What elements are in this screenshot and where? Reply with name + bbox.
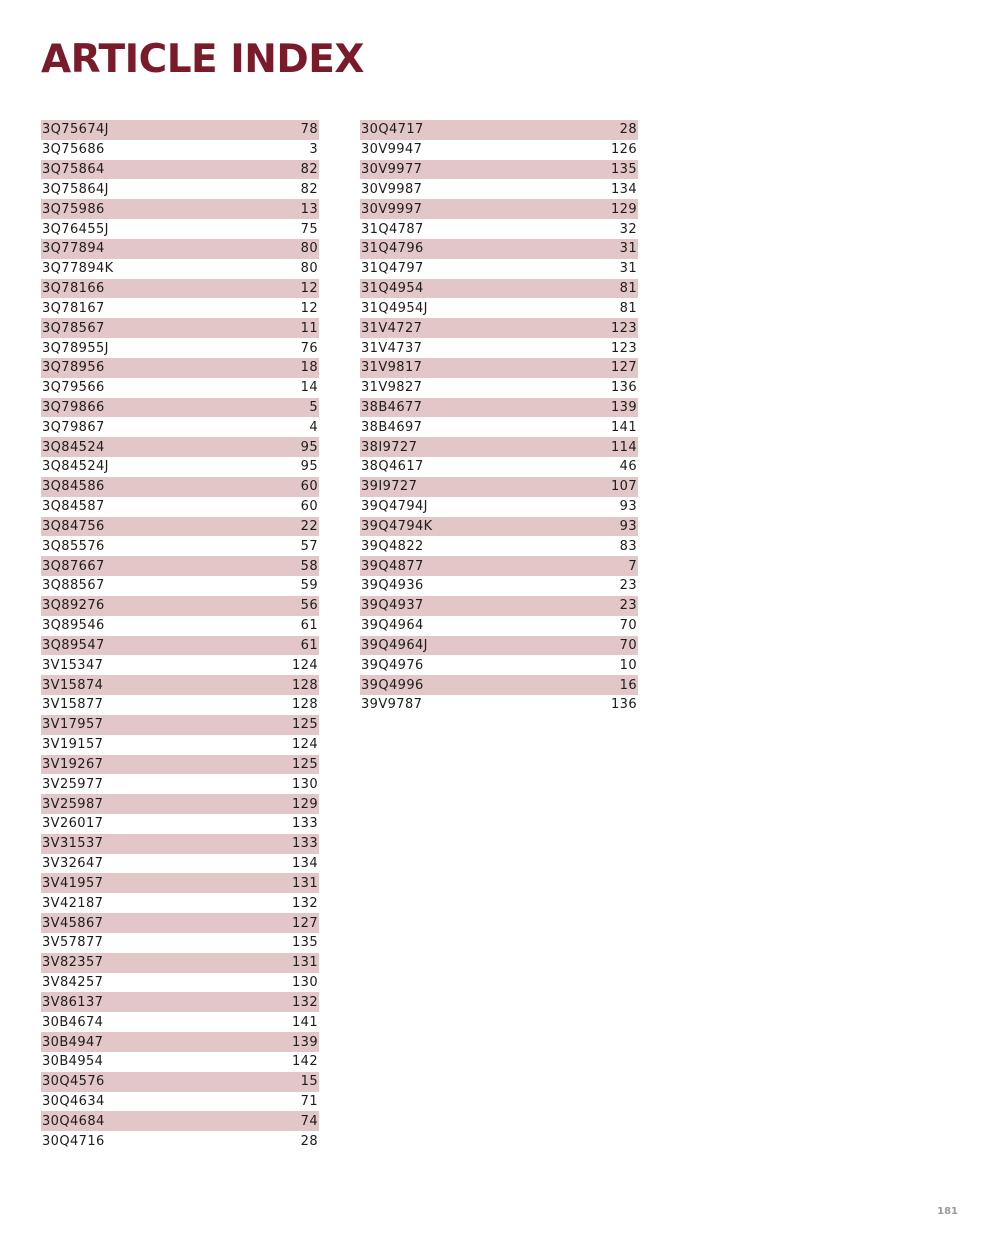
article-code: 3Q79566 — [42, 380, 105, 396]
index-row — [41, 1131, 319, 1151]
page-reference: 4 — [309, 419, 318, 435]
index-row — [41, 160, 319, 180]
page-reference: 124 — [291, 657, 318, 673]
article-code: 3V41957 — [42, 875, 104, 891]
index-row — [41, 398, 319, 418]
article-code: 3V57877 — [42, 935, 104, 951]
article-code: 30V9947 — [361, 142, 423, 158]
page-reference: 95 — [300, 459, 318, 475]
page-reference: 59 — [300, 578, 318, 594]
index-row — [360, 596, 638, 616]
page-reference: 31 — [619, 241, 637, 257]
page-reference: 124 — [291, 737, 318, 753]
page-reference: 136 — [610, 380, 637, 396]
article-code: 31Q4796 — [361, 241, 424, 257]
index-row — [41, 992, 319, 1012]
index-row — [360, 556, 638, 576]
article-code: 30V9987 — [361, 181, 423, 197]
index-row — [41, 239, 319, 259]
index-row — [41, 695, 319, 715]
article-code: 39Q4822 — [361, 538, 424, 554]
index-column-left — [41, 120, 319, 1151]
index-row — [41, 774, 319, 794]
article-code: 39V9787 — [361, 697, 423, 713]
index-row — [360, 239, 638, 259]
page-reference: 129 — [610, 201, 637, 217]
article-code: 3V82357 — [42, 955, 104, 971]
page-reference: 139 — [291, 1034, 318, 1050]
index-row — [41, 735, 319, 755]
index-row — [41, 1012, 319, 1032]
article-code: 30V9977 — [361, 162, 423, 178]
article-code: 3Q84756 — [42, 518, 105, 534]
page-reference: 74 — [300, 1113, 318, 1129]
article-code: 3V25977 — [42, 776, 104, 792]
page-reference: 61 — [300, 618, 318, 634]
page-reference: 15 — [300, 1074, 318, 1090]
page-reference: 130 — [291, 975, 318, 991]
article-code: 3V86137 — [42, 994, 104, 1010]
article-code: 3Q84587 — [42, 499, 105, 515]
article-code: 3V17957 — [42, 717, 104, 733]
article-code: 31Q4787 — [361, 221, 424, 237]
page-reference: 141 — [610, 419, 637, 435]
page-reference: 5 — [309, 400, 318, 415]
page-reference: 46 — [619, 459, 637, 475]
article-code: 3V45867 — [42, 915, 104, 931]
article-code: 3V19267 — [42, 756, 104, 772]
page-title: ARTICLE INDEX — [41, 37, 365, 82]
page-reference: 132 — [291, 895, 318, 911]
index-row — [360, 417, 638, 437]
article-code: 30Q4716 — [42, 1133, 105, 1149]
index-row — [360, 160, 638, 180]
index-row — [41, 219, 319, 239]
article-code: 3Q75674J — [42, 122, 109, 138]
page-reference: 129 — [291, 796, 318, 812]
article-code: 31Q4954 — [361, 281, 424, 297]
page-reference: 11 — [300, 320, 318, 336]
article-code: 3Q85576 — [42, 538, 105, 554]
article-code: 30B4954 — [42, 1054, 104, 1070]
index-row — [360, 636, 638, 656]
index-row — [41, 675, 319, 695]
index-row — [41, 199, 319, 219]
page-reference: 76 — [300, 340, 318, 356]
article-code: 3Q84524 — [42, 439, 105, 455]
page-reference: 75 — [300, 221, 318, 237]
page-reference: 10 — [619, 657, 637, 673]
page-reference: 131 — [291, 875, 318, 891]
index-row — [41, 358, 319, 378]
article-code: 30Q4684 — [42, 1113, 105, 1129]
page-reference: 12 — [300, 281, 318, 297]
article-code: 3Q75864J — [42, 181, 109, 197]
page-reference: 95 — [300, 439, 318, 455]
index-row — [41, 854, 319, 874]
index-row — [41, 437, 319, 457]
page-reference: 107 — [610, 479, 637, 495]
index-row — [41, 1052, 319, 1072]
page-reference: 22 — [300, 518, 318, 534]
page-reference: 123 — [610, 320, 637, 336]
article-code: 3Q89547 — [42, 637, 105, 653]
article-code: 3Q78956 — [42, 360, 105, 376]
index-row — [41, 140, 319, 160]
article-code: 3V15874 — [42, 677, 104, 693]
page-reference: 82 — [300, 162, 318, 178]
page-reference: 18 — [300, 360, 318, 376]
page-reference: 71 — [300, 1093, 318, 1109]
article-code: 3V15877 — [42, 697, 104, 713]
index-row — [360, 338, 638, 358]
page-reference: 83 — [619, 538, 637, 554]
index-row — [41, 814, 319, 834]
page-reference: 126 — [610, 142, 637, 158]
page-reference: 56 — [300, 598, 318, 614]
index-column-right — [360, 120, 638, 715]
index-row — [41, 893, 319, 913]
page-reference: 7 — [628, 558, 637, 574]
article-code: 3Q87667 — [42, 558, 105, 574]
page-reference: 80 — [300, 241, 318, 257]
index-row — [41, 755, 319, 775]
index-row — [360, 457, 638, 477]
page-reference: 131 — [291, 955, 318, 971]
index-row — [360, 655, 638, 675]
article-code: 3Q77894 — [42, 241, 105, 257]
index-row — [41, 873, 319, 893]
article-code: 39Q4877 — [361, 558, 424, 574]
article-code: 3Q89546 — [42, 618, 105, 634]
page-reference: 136 — [610, 697, 637, 713]
article-code: 3V31537 — [42, 836, 104, 852]
index-row — [41, 636, 319, 656]
page-reference: 125 — [291, 717, 318, 733]
page-reference: 135 — [610, 162, 637, 178]
page-reference: 60 — [300, 479, 318, 495]
index-row — [360, 140, 638, 160]
index-row — [41, 378, 319, 398]
index-row — [360, 318, 638, 338]
index-row — [41, 417, 319, 437]
index-row — [360, 536, 638, 556]
page-reference: 12 — [300, 300, 318, 316]
index-row — [360, 279, 638, 299]
article-code: 3Q89276 — [42, 598, 105, 614]
page-reference: 132 — [291, 994, 318, 1010]
index-row — [360, 120, 638, 140]
index-row — [41, 338, 319, 358]
index-row — [41, 1072, 319, 1092]
index-row — [360, 437, 638, 457]
index-row — [41, 834, 319, 854]
index-row — [360, 517, 638, 537]
article-code: 3Q84524J — [42, 459, 109, 475]
page-reference: 32 — [619, 221, 637, 237]
index-row — [360, 199, 638, 219]
index-row — [41, 497, 319, 517]
page-reference: 127 — [610, 360, 637, 376]
article-code: 3Q75864 — [42, 162, 105, 178]
index-row — [41, 953, 319, 973]
page-reference: 28 — [619, 122, 637, 138]
article-code: 31V9817 — [361, 360, 423, 376]
index-row — [41, 120, 319, 140]
page-reference: 23 — [619, 578, 637, 594]
index-row — [41, 536, 319, 556]
article-code: 39Q4976 — [361, 657, 424, 673]
page-reference: 133 — [291, 836, 318, 852]
index-row — [41, 973, 319, 993]
index-row — [41, 318, 319, 338]
article-code: 3Q78567 — [42, 320, 105, 336]
article-code: 39Q4964 — [361, 618, 424, 634]
index-row — [41, 179, 319, 199]
article-code: 31Q4797 — [361, 261, 424, 277]
index-row — [41, 1111, 319, 1131]
page-reference: 31 — [619, 261, 637, 277]
index-row — [41, 913, 319, 933]
index-row — [360, 616, 638, 636]
index-row — [41, 596, 319, 616]
article-code: 3V84257 — [42, 975, 104, 991]
page-reference: 141 — [291, 1014, 318, 1030]
page-reference: 70 — [619, 637, 637, 653]
index-row — [41, 556, 319, 576]
page-reference: 128 — [291, 677, 318, 693]
index-row — [41, 655, 319, 675]
page-reference: 142 — [291, 1054, 318, 1070]
article-code: 31V4727 — [361, 320, 423, 336]
index-row — [41, 1092, 319, 1112]
index-row — [41, 794, 319, 814]
article-code: 39Q4794K — [361, 518, 433, 534]
index-row — [41, 279, 319, 299]
page-reference: 130 — [291, 776, 318, 792]
article-code: 31V4737 — [361, 340, 423, 356]
page-reference: 123 — [610, 340, 637, 356]
article-code: 38B4677 — [361, 400, 423, 415]
page-reference: 139 — [610, 400, 637, 415]
index-row — [41, 576, 319, 596]
article-code: 3Q78955J — [42, 340, 109, 356]
page-reference: 3 — [309, 142, 318, 158]
page-reference: 60 — [300, 499, 318, 515]
index-row — [360, 398, 638, 418]
article-code: 39Q4937 — [361, 598, 424, 614]
index-row — [360, 298, 638, 318]
article-code: 39Q4936 — [361, 578, 424, 594]
page-reference: 93 — [619, 499, 637, 515]
page-number: 181 — [937, 1206, 958, 1217]
index-row — [41, 933, 319, 953]
page-reference: 128 — [291, 697, 318, 713]
article-code: 38Q4617 — [361, 459, 424, 475]
article-code: 30Q4576 — [42, 1074, 105, 1090]
page-reference: 81 — [619, 281, 637, 297]
index-row — [41, 259, 319, 279]
index-row — [41, 616, 319, 636]
article-code: 3V42187 — [42, 895, 104, 911]
page-reference: 16 — [619, 677, 637, 693]
index-row — [360, 497, 638, 517]
index-row — [360, 576, 638, 596]
page-reference: 57 — [300, 538, 318, 554]
article-code: 3V25987 — [42, 796, 104, 812]
index-row — [41, 298, 319, 318]
article-code: 39I9727 — [361, 479, 418, 495]
index-row — [360, 358, 638, 378]
article-code: 3Q79867 — [42, 419, 105, 435]
article-code: 38B4697 — [361, 419, 423, 435]
page-reference: 134 — [610, 181, 637, 197]
article-code: 3Q78167 — [42, 300, 105, 316]
page-reference: 23 — [619, 598, 637, 614]
article-code: 3V26017 — [42, 816, 104, 832]
index-row — [360, 675, 638, 695]
index-row — [360, 695, 638, 715]
index-row — [41, 457, 319, 477]
article-code: 3Q84586 — [42, 479, 105, 495]
page-reference: 134 — [291, 856, 318, 872]
article-code: 30Q4717 — [361, 122, 424, 138]
article-code: 3Q75986 — [42, 201, 105, 217]
index-row — [41, 1032, 319, 1052]
article-code: 3Q76455J — [42, 221, 109, 237]
article-code: 3Q75686 — [42, 142, 105, 158]
index-row — [360, 219, 638, 239]
article-code: 30V9997 — [361, 201, 423, 217]
page-reference: 58 — [300, 558, 318, 574]
index-row — [360, 477, 638, 497]
page-reference: 133 — [291, 816, 318, 832]
article-code: 31Q4954J — [361, 300, 428, 316]
index-row — [41, 715, 319, 735]
article-code: 38I9727 — [361, 439, 418, 455]
article-code: 3V19157 — [42, 737, 104, 753]
page-reference: 28 — [300, 1133, 318, 1149]
page-reference: 61 — [300, 637, 318, 653]
article-code: 30Q4634 — [42, 1093, 105, 1109]
page-reference: 93 — [619, 518, 637, 534]
article-code: 3Q79866 — [42, 400, 105, 415]
article-code: 3Q88567 — [42, 578, 105, 594]
article-code: 39Q4794J — [361, 499, 428, 515]
article-code: 3V15347 — [42, 657, 104, 673]
article-code: 39Q4996 — [361, 677, 424, 693]
page-reference: 81 — [619, 300, 637, 316]
page-reference: 78 — [300, 122, 318, 138]
page-reference: 13 — [300, 201, 318, 217]
article-code: 3Q77894K — [42, 261, 114, 277]
article-code: 3V32647 — [42, 856, 104, 872]
article-code: 39Q4964J — [361, 637, 428, 653]
page-reference: 82 — [300, 181, 318, 197]
article-code: 3Q78166 — [42, 281, 105, 297]
page-reference: 114 — [610, 439, 637, 455]
article-code: 30B4947 — [42, 1034, 104, 1050]
page-reference: 135 — [291, 935, 318, 951]
index-row — [360, 259, 638, 279]
index-row — [41, 517, 319, 537]
index-row — [41, 477, 319, 497]
page-reference: 127 — [291, 915, 318, 931]
page-reference: 14 — [300, 380, 318, 396]
index-row — [360, 179, 638, 199]
article-code: 31V9827 — [361, 380, 423, 396]
page-reference: 80 — [300, 261, 318, 277]
index-row — [360, 378, 638, 398]
page-reference: 125 — [291, 756, 318, 772]
page-reference: 70 — [619, 618, 637, 634]
article-code: 30B4674 — [42, 1014, 104, 1030]
